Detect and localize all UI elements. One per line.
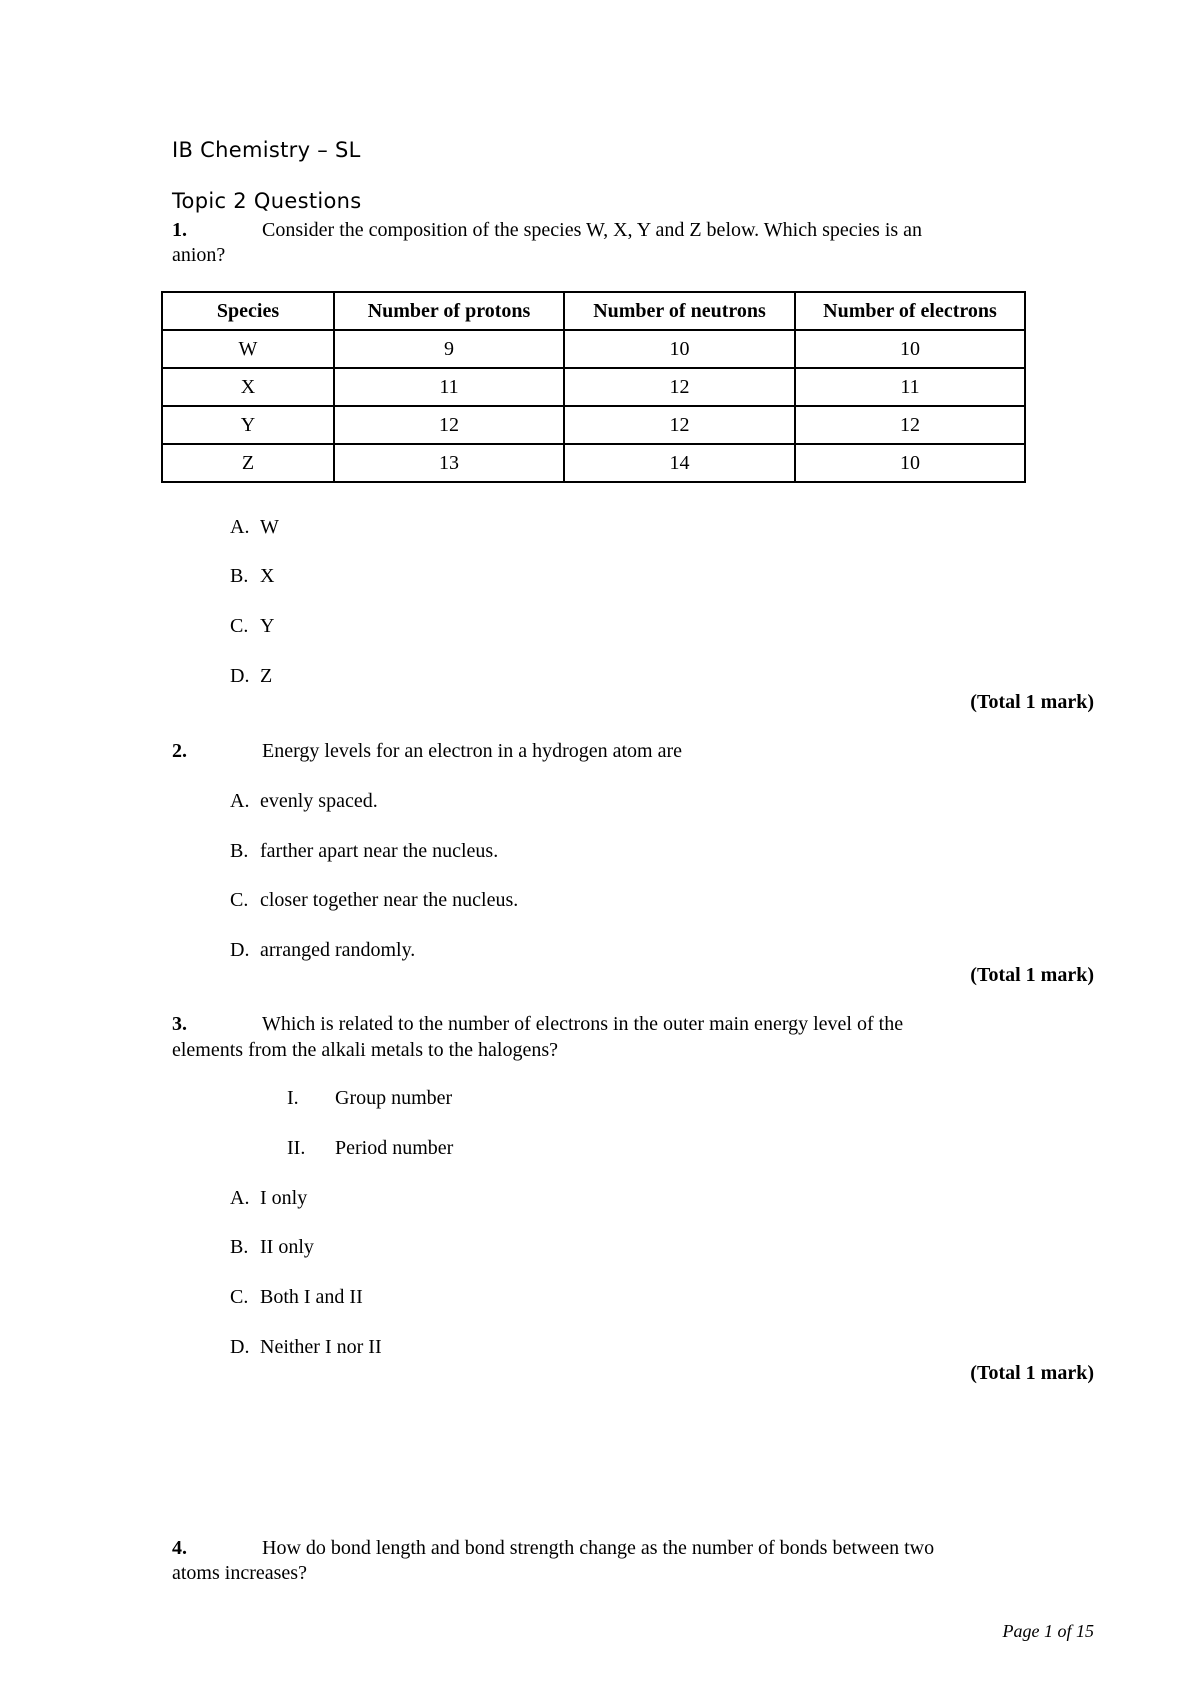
table-cell: 12 <box>795 406 1025 444</box>
question-3-text-line1: Which is related to the number of electrons in the outer main energy level of the <box>262 1013 904 1035</box>
table-cell: W <box>162 330 334 368</box>
question-2-option-b: B. farther apart near the nucleus. <box>230 840 499 862</box>
question-2-option-c: C. closer together near the nucleus. <box>230 889 519 911</box>
table-cell: 10 <box>795 444 1025 482</box>
question-3-statement-1: I. Group number <box>287 1087 453 1109</box>
question-2-option-a: A. evenly spaced. <box>230 790 378 812</box>
table-row <box>162 368 1025 406</box>
question-1-number: 1. <box>172 219 187 241</box>
course-title: IB Chemistry – SL <box>172 138 361 162</box>
question-3-option-c: C. Both I and II <box>230 1286 363 1308</box>
question-1-option-c: C. Y <box>230 615 275 637</box>
page-number: Page 1 of 15 <box>1002 1621 1094 1641</box>
table-cell: 10 <box>795 330 1025 368</box>
table-header-row <box>162 292 1025 330</box>
question-3-statement-2: II. Period number <box>287 1137 454 1159</box>
table-cell: 12 <box>334 406 564 444</box>
question-1-text-line2: anion? <box>172 244 226 266</box>
question-2-option-d: D. arranged randomly. <box>230 939 416 961</box>
question-3-text-line2: elements from the alkali metals to the halogens? <box>172 1039 558 1061</box>
table-cell: 12 <box>564 368 795 406</box>
question-2-text-line1: Energy levels for an electron in a hydrogen atom are <box>262 740 683 762</box>
table-cell: Y <box>162 406 334 444</box>
question-4-text-line2: atoms increases? <box>172 1562 307 1584</box>
question-4-text-line1: How do bond length and bond strength change as the number of bonds between two <box>262 1537 935 1559</box>
question-1-total-mark: (Total 1 mark) <box>970 691 1094 713</box>
species-table <box>161 291 1026 483</box>
topic-title: Topic 2 Questions <box>172 189 362 213</box>
table-row <box>162 406 1025 444</box>
table-header-cell: Number of protons <box>334 292 564 330</box>
table-cell: 12 <box>564 406 795 444</box>
table-cell: 9 <box>334 330 564 368</box>
table-cell: X <box>162 368 334 406</box>
table-header-cell: Number of electrons <box>795 292 1025 330</box>
table-cell: Z <box>162 444 334 482</box>
question-3-option-a: A. I only <box>230 1187 308 1209</box>
question-1-option-b: B. X <box>230 565 275 587</box>
table-cell: 11 <box>334 368 564 406</box>
question-3-total-mark: (Total 1 mark) <box>970 1362 1094 1384</box>
question-2-total-mark: (Total 1 mark) <box>970 964 1094 986</box>
question-3-option-b: B. II only <box>230 1236 314 1258</box>
table-header-cell: Species <box>162 292 334 330</box>
question-1-option-d: D. Z <box>230 665 273 687</box>
table-cell: 11 <box>795 368 1025 406</box>
question-3-number: 3. <box>172 1013 187 1035</box>
table-cell: 13 <box>334 444 564 482</box>
table-row <box>162 444 1025 482</box>
table-cell: 10 <box>564 330 795 368</box>
table-cell: 14 <box>564 444 795 482</box>
question-1-text-line1: Consider the composition of the species W, X, Y and Z below. Which species is an <box>262 219 923 241</box>
question-2-number: 2. <box>172 740 187 762</box>
question-4-number: 4. <box>172 1537 187 1559</box>
table-header-cell: Number of neutrons <box>564 292 795 330</box>
table-row <box>162 330 1025 368</box>
question-1-option-a: A. W <box>230 516 279 538</box>
question-3-option-d: D. Neither I nor II <box>230 1336 382 1358</box>
